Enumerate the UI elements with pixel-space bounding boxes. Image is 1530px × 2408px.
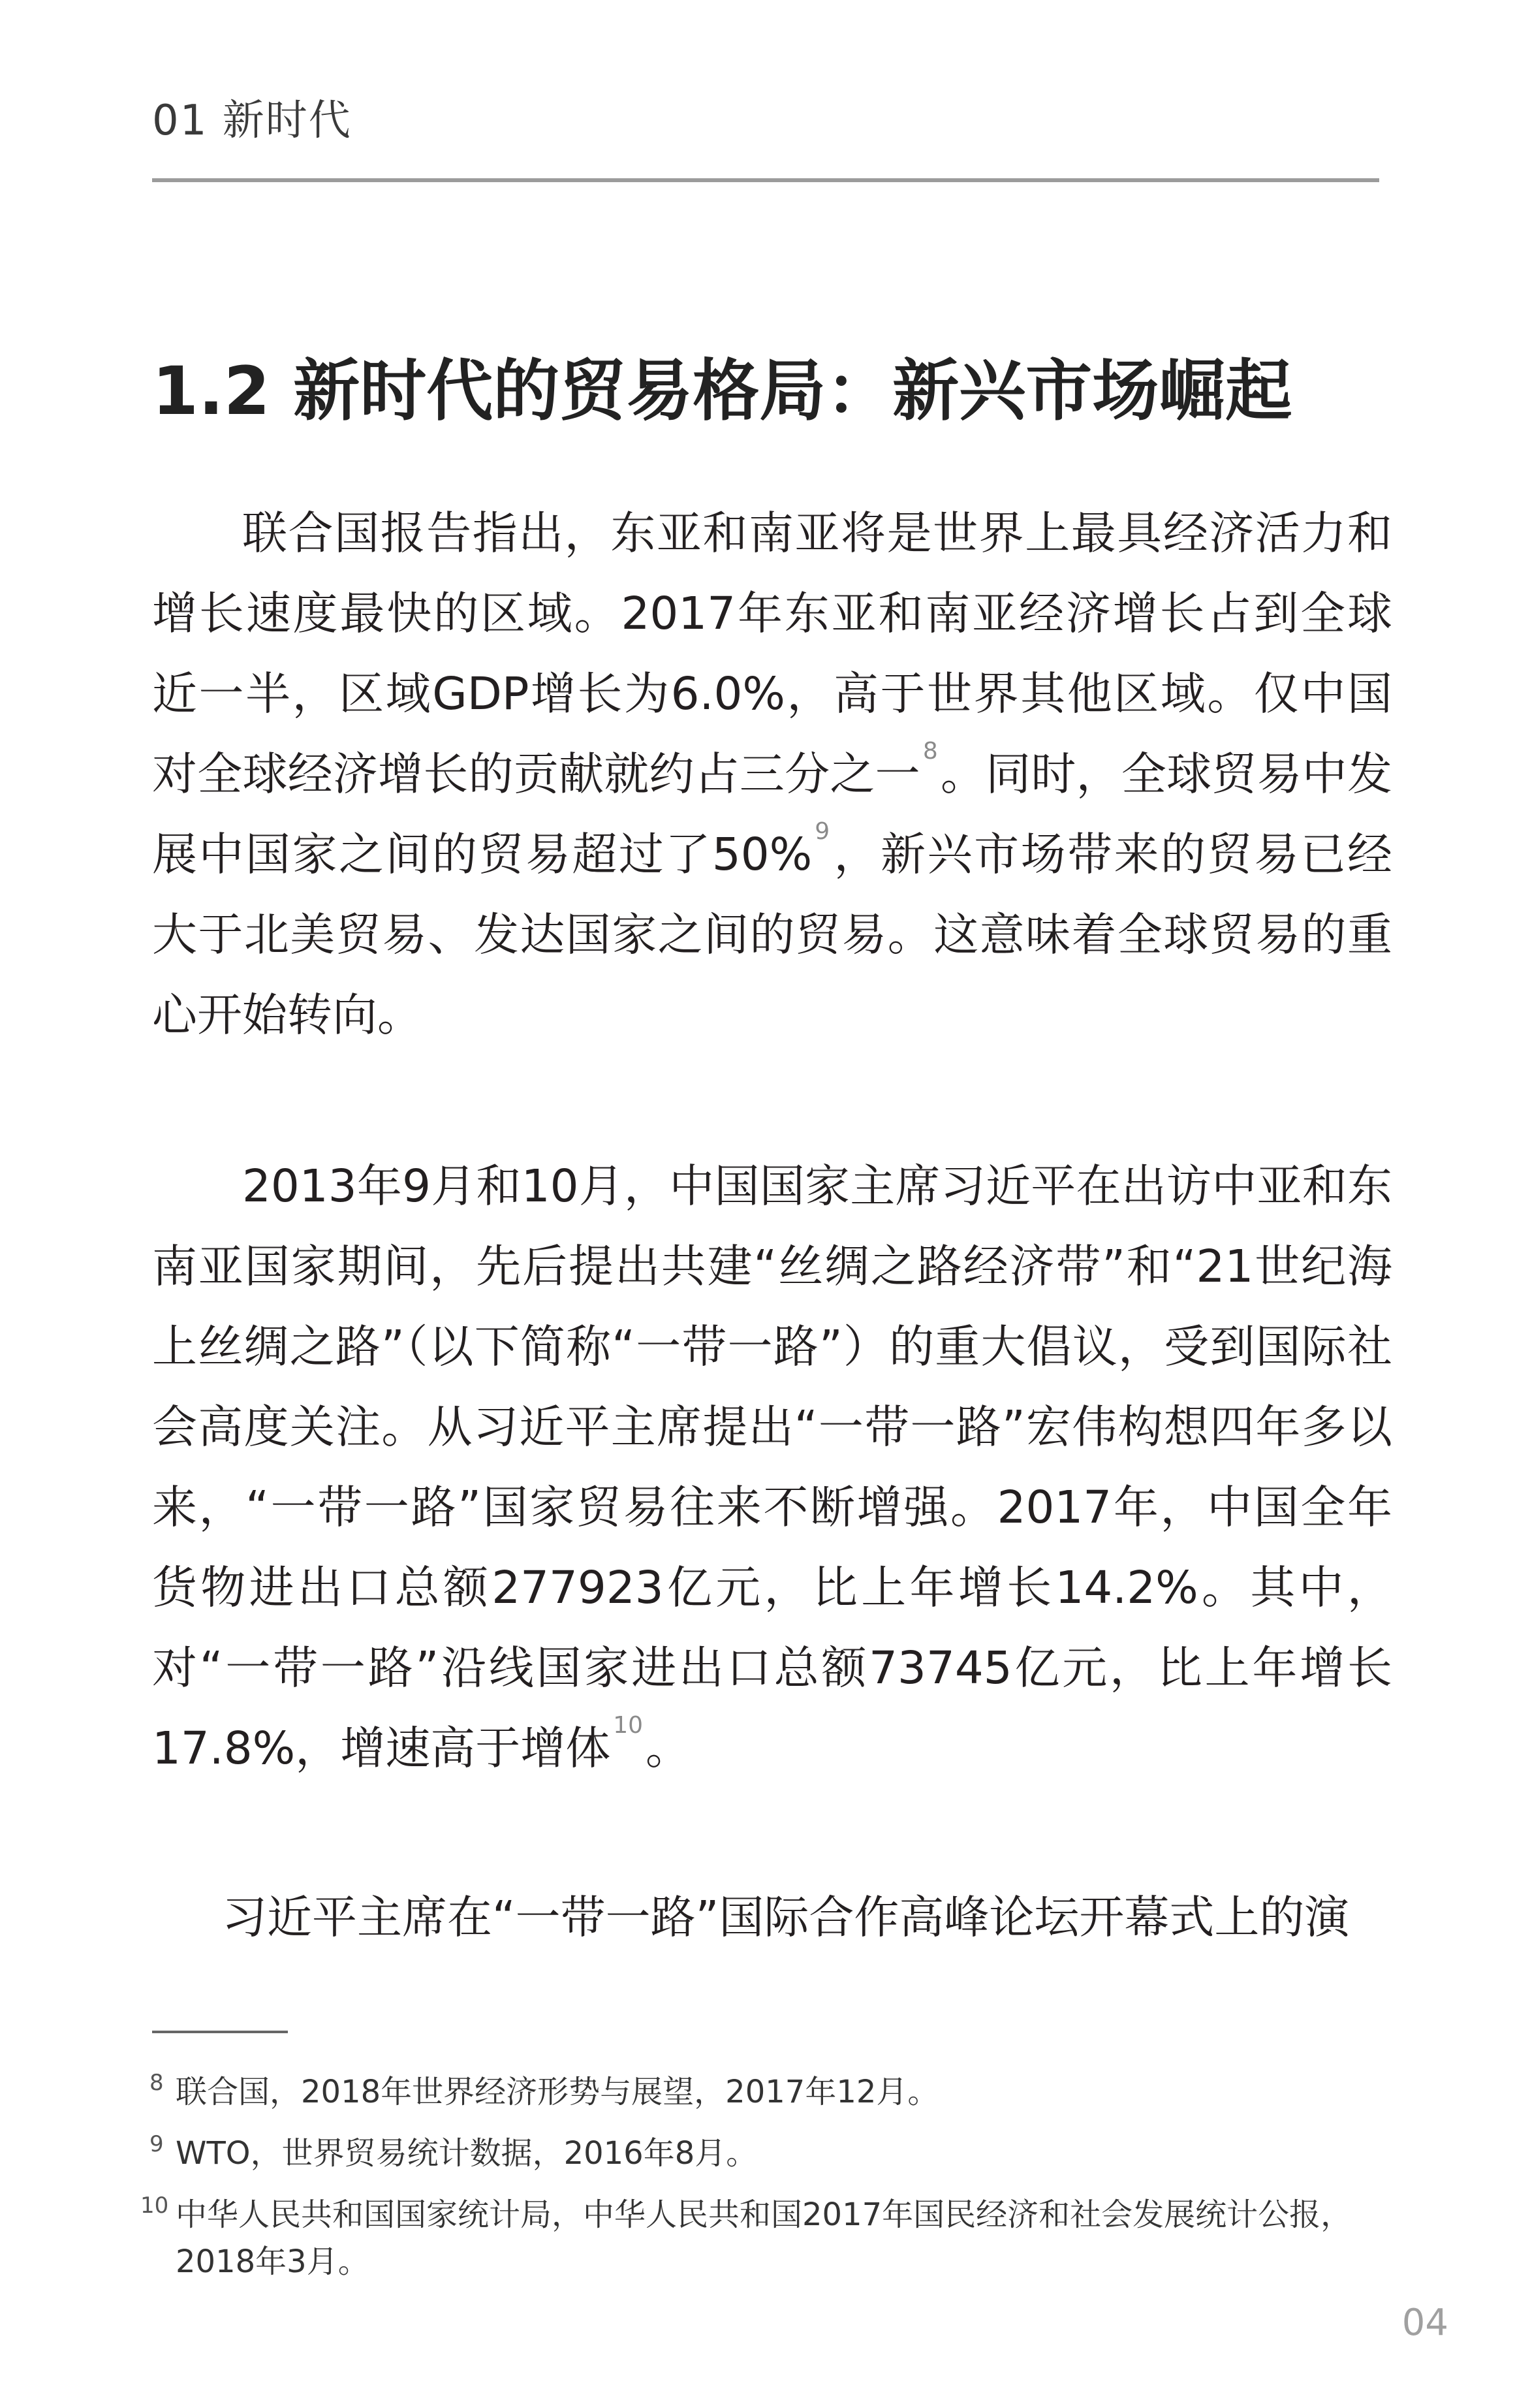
paragraph-2-part-2: 。 — [646, 1722, 691, 1775]
footnote-9 — [146, 2130, 1399, 2177]
running-header: 01 新时代 — [152, 97, 352, 145]
section-title: 1.2 新时代的贸易格局：新兴市场崛起 — [152, 353, 1292, 430]
page-number: 04 — [1401, 2302, 1448, 2344]
footnote-text: 联合国，2018年世界经济形势与展望，2017年12月。 — [176, 2074, 939, 2110]
footnotes — [140, 2068, 1399, 2300]
paragraph-1-part-2: 。同时，全球贸易中发展中国家之间的贸易超过了50% — [152, 748, 1393, 881]
footnote-number: 10 — [140, 2193, 169, 2219]
paragraph-1-text — [152, 494, 1392, 1056]
footnote-ref-8[interactable]: 8 — [922, 738, 938, 765]
header-divider — [152, 178, 1379, 182]
footnote-ref-9[interactable]: 9 — [815, 818, 830, 845]
footnote-text: 中华人民共和国国家统计局，中华人民共和国2017年国民经济和社会发展统计公报，2018年3月。 — [176, 2196, 1352, 2280]
paragraph-2 — [152, 1147, 1392, 1789]
paragraph-3-text: 习近平主席在“一带一路”国际合作高峰论坛开幕式上的演 — [221, 1892, 1350, 1944]
paragraph-2-part-1: 2013年9月和10月，中国国家主席习近平在出访中亚和东南亚国家期间，先后提出共建“丝绸之路经济带”和“21世纪海上丝绸之路”（以下简称“一带一路”）的重大倡议，受到国际社会高度关注。从习近平主席提出“一带一路”宏伟构想四年多以来，“一带一路”国家贸易往来不断增强。2017年，中国全年货物进出口总额277923亿元，比上年增长14.2%。其中，对“一带一路”沿线国家进出口总额73745亿元，比上年增长17.8%，增速高于增体 — [152, 1160, 1392, 1775]
footnote-ref-10[interactable]: 10 — [613, 1712, 644, 1739]
footnote-number: 8 — [149, 2070, 164, 2096]
footnote-10 — [140, 2191, 1399, 2285]
paragraph-2-text — [152, 1147, 1392, 1789]
paragraph-1-part-3: ，新兴市场带来的贸易已经大于北美贸易、发达国家之间的贸易。这意味着全球贸易的重心开始转向。 — [152, 829, 1392, 1041]
footnote-text: WTO，世界贸易统计数据，2016年8月。 — [176, 2135, 758, 2172]
paragraph-1 — [152, 494, 1392, 1056]
footnote-8 — [146, 2068, 1399, 2115]
footnote-number: 9 — [149, 2131, 164, 2157]
paragraph-1-part-1: 联合国报告指出，东亚和南亚将是世界上最具经济活力和增长速度最快的区域。2017年东亚和南亚经济增长占到全球近一半，区域GDP增长为6.0%，高于世界其他区域。仅中国对全球经济增长的贡献就约占三分之一 — [152, 507, 1392, 800]
paragraph-3 — [152, 1878, 1379, 1958]
footnote-divider — [152, 2031, 288, 2033]
